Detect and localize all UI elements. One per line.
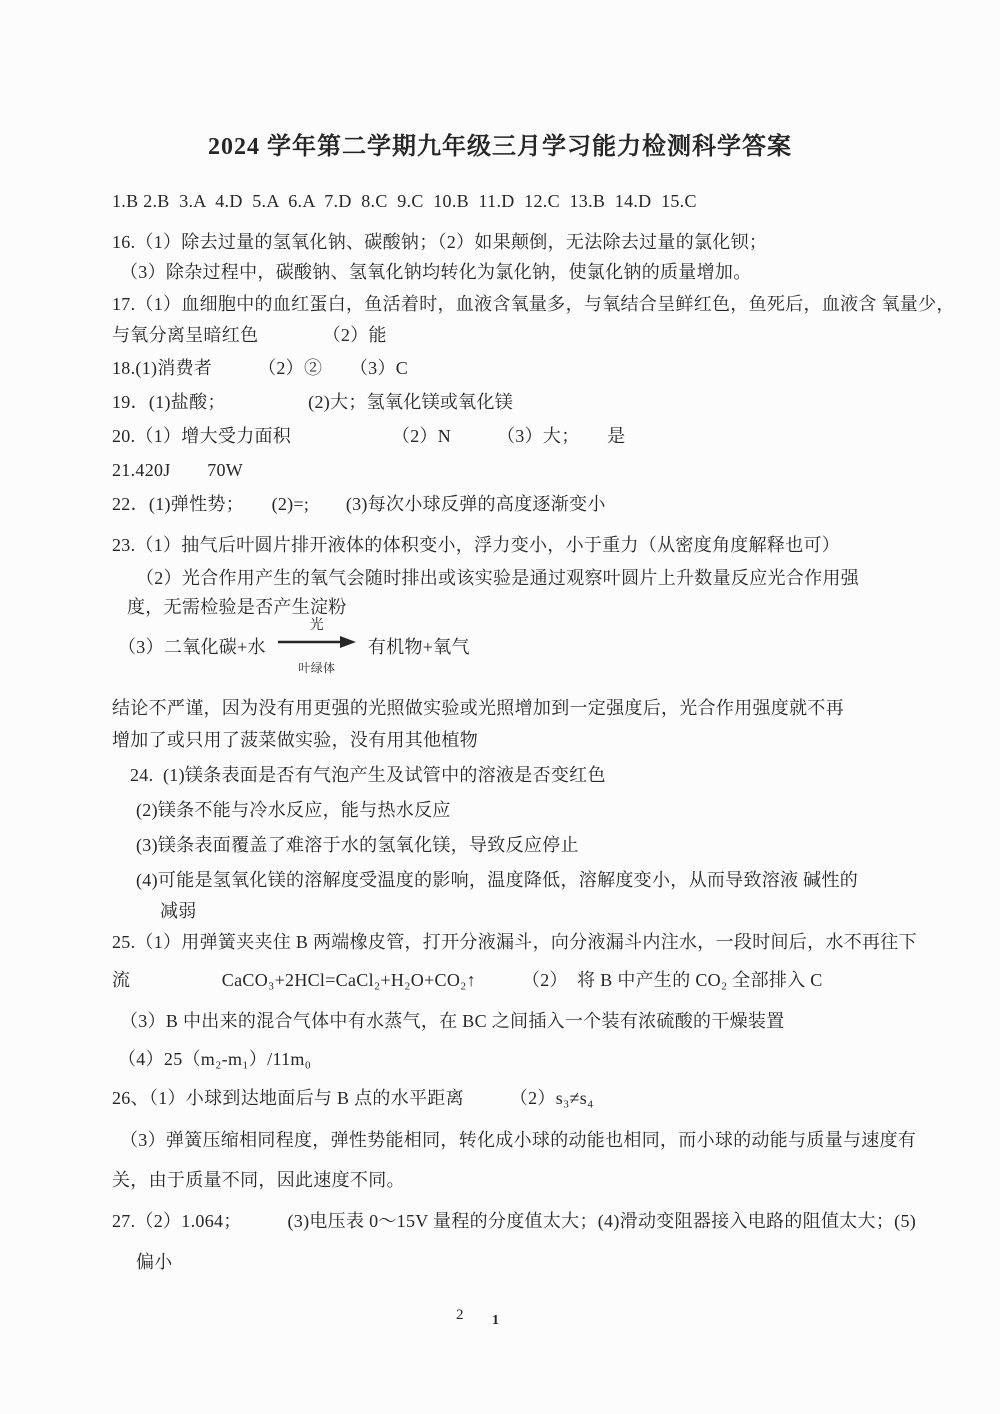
q25-part-4: （4）25（m₂-m₁）/11m₀ [118,1049,312,1069]
q25-part-1-line-1: 25.（1）用弹簧夹夹住 B 两端橡皮管，打开分液漏斗，向分液漏斗内注水，一段时间后，水不再往下 [112,932,917,952]
q24-part-1: 24. (1)镁条表面是否有气泡产生及试管中的溶液是否变红色 [130,765,606,785]
q24-part-4-line-1: (4)可能是氢氧化镁的溶解度受温度的影响，温度降低，溶解度变小，从而导致溶液 碱性的 [136,870,859,890]
q25-equation-and-part-2: 流 CaCO₃+2HCl=CaCl₂+H₂O+CO₂↑ （2） 将 B 中产生的 CO₂ 全部排入 C [112,970,823,990]
q27-answers-line-1: 27.（2）1.064； (3)电压表 0～15V 量程的分度值太大；(4)滑动变阻器接入电路的阻值太大；(5) [112,1211,917,1231]
equation-products: 有机物+氧气 [367,637,470,657]
photosynthesis-equation [118,616,470,676]
q16-parts-1-2: 16.（1）除去过量的氢氧化钠、碳酸钠；（2）如果颠倒，无法除去过量的氯化钡； [112,232,768,252]
equation-reactants: （3）二氧化碳+水 [118,637,266,657]
multiple-choice-answers: 1.B 2.B 3.A 4.D 5.A 6.A 7.D 8.C 9.C 10.B 11.D 12.C 13.B 14.D 15.C [112,191,697,211]
q25-part-3: （3）B 中出来的混合气体中有水蒸气，在 BC 之间插入一个装有浓硫酸的干燥装置 [120,1011,785,1031]
q23-part-1: 23.（1）抽气后叶圆片排开液体的体积变小，浮力变小，小于重力（从密度角度解释也可） [112,535,841,555]
q24-part-2: (2)镁条不能与冷水反应，能与热水反应 [136,800,451,820]
q23-part-2-line-1: （2）光合作用产生的氧气会随时排出或该实验是通过观察叶圆片上升数量反应光合作用强 [136,568,859,588]
page-title: 2024 学年第二学期九年级三月学习能力检测科学答案 [208,134,792,160]
q19-answers: 19．(1)盐酸； (2)大；氢氧化镁或氧化镁 [112,392,514,412]
q22-answers: 22．(1)弹性势； (2)=; (3)每次小球反弹的高度逐渐变小 [112,494,606,514]
q26-part-3-line-2: 关，由于质量不同，因此速度不同。 [112,1170,405,1190]
q26-parts-1-2: 26、（1）小球到达地面后与 B 点的水平距离 （2）s₃≠s₄ [112,1088,594,1108]
arrow-condition-light: 光 [309,617,325,633]
q23-part-2-line-2: 度，无需检验是否产生淀粉 [127,597,347,617]
q20-answers: 20.（1）增大受力面积 （2）N （3）大； 是 [112,426,626,446]
q16-part-3: （3）除杂过程中，碳酸钠、氢氧化钠均转化为氯化钠，使氯化钠的质量增加。 [120,262,752,282]
q18-answers: 18.(1)消费者 （2）② （3）C [112,358,409,378]
q23-conclusion-line-2: 增加了或只用了菠菜做实验，没有用其他植物 [112,730,478,750]
page-number-secondary: 1 [492,1313,499,1328]
q17-line-1: 17.（1）血细胞中的血红蛋白，鱼活着时，血液含氧量多，与氧结合呈鲜红色，鱼死后，血液含 氧量少， [112,294,955,314]
q23-conclusion-line-1: 结论不严谨，因为没有用更强的光照做实验或光照增加到一定强度后，光合作用强度就不再 [112,698,844,718]
right-arrow-icon [278,635,356,649]
reaction-arrow [278,618,356,675]
arrow-condition-chloroplast: 叶绿体 [298,660,336,675]
q26-part-3-line-1: （3）弹簧压缩相同程度，弹性势能相同，转化成小球的动能也相同，而小球的动能与质量与速度有 [120,1130,917,1150]
q24-part-4-line-2: 减弱 [160,901,197,921]
page-number: 2 [456,1307,464,1323]
q24-part-3: (3)镁条表面覆盖了难溶于水的氢氧化镁，导致反应停止 [136,835,579,855]
q21-answers: 21.420J 70W [112,460,244,480]
q27-answers-line-2: 偏小 [136,1252,173,1272]
q17-line-2: 与氧分离呈暗红色 （2）能 [112,325,387,345]
